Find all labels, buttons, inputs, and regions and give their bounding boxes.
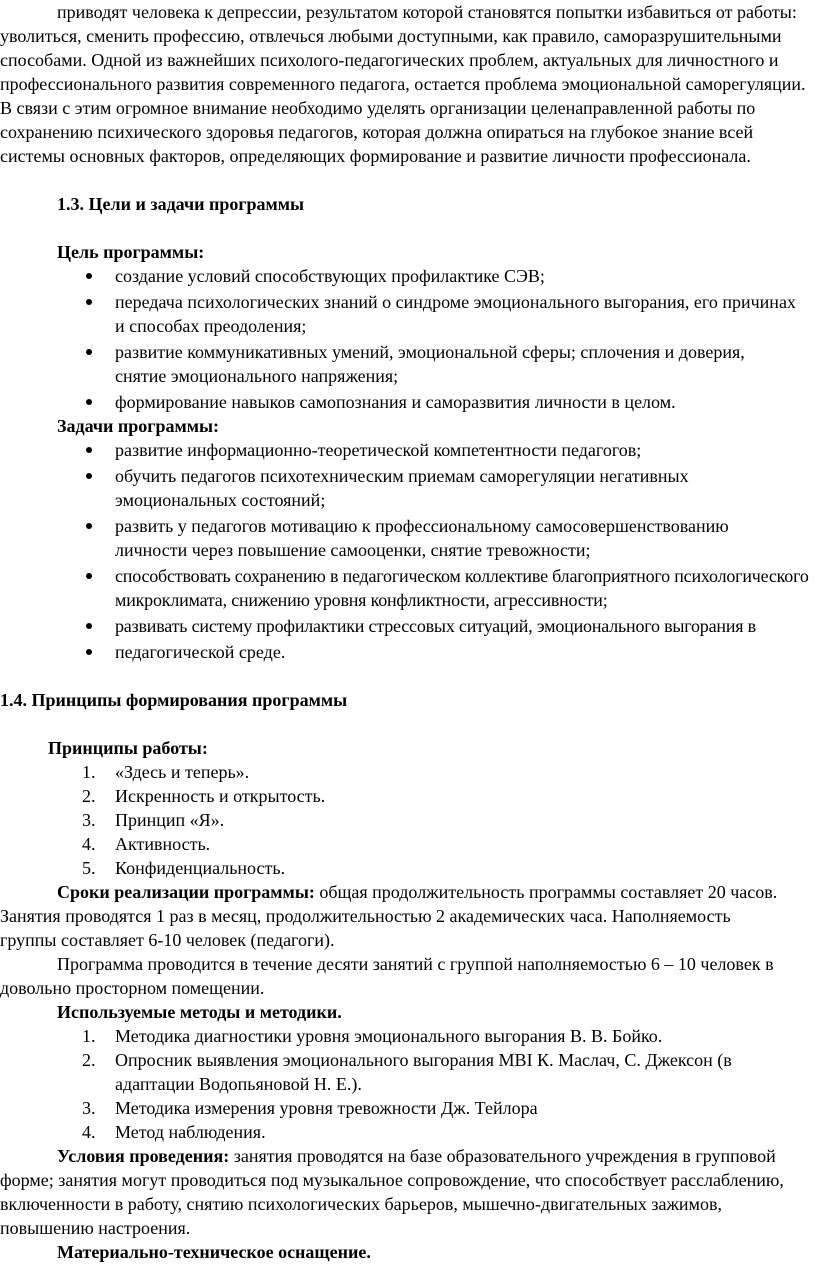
tasks-list xyxy=(0,438,816,664)
principles-list xyxy=(0,760,816,880)
list-number: 3. xyxy=(82,810,96,830)
list-number: 3. xyxy=(82,1098,96,1118)
bullet-icon xyxy=(86,649,92,655)
goals-list xyxy=(0,264,800,414)
task-text: развитие информационно-теоретической компетентности педагогов; xyxy=(115,440,642,460)
bullet-icon xyxy=(86,349,92,355)
method-item xyxy=(0,1024,800,1048)
section-1-4-title: 1.4. Принципы формирования программы xyxy=(0,690,348,710)
task-item xyxy=(0,464,816,512)
principles-heading: Принципы работы: xyxy=(48,738,208,758)
intro-paragraph: приводят человека к депрессии, результатом которой становятся попытки избавиться от работы: уволиться, сменить профессию, отвлечься любыми доступными, как правило, саморазрушительными способами. Одной из важнейших психолого-педагогических проблем, актуальных для личностного и профессионального развития современного педагога, остается проблема эмоциональной саморегуляции. В связи с этим огромное внимание необходимо уделять организации целенаправленной работы по сохранению психического здоровья педагогов, которая должна опираться на глубокое знание всей системы основных факторов, определяющих формирование и развитие личности профессионала. xyxy=(0,2,806,166)
task-text: педагогической среде. xyxy=(115,642,286,662)
bullet-icon xyxy=(86,473,92,479)
task-item xyxy=(0,514,816,562)
list-number: 2. xyxy=(82,1050,96,1070)
goal-heading: Цель программы: xyxy=(57,242,205,262)
tasks-heading: Задачи программы: xyxy=(57,416,220,436)
method-item xyxy=(0,1096,800,1120)
conditions-paragraph xyxy=(0,1144,812,1240)
bullet-icon xyxy=(86,447,92,453)
goal-item xyxy=(0,340,800,388)
principle-text: Искренность и открытость. xyxy=(115,786,326,806)
task-text: развивать систему профилактики стрессовых ситуаций, эмоционального выгорания в xyxy=(115,616,756,636)
goal-text: передача психологических знаний о синдроме эмоционального выгорания, его причинах и способах преодоления; xyxy=(115,292,796,336)
goal-item xyxy=(0,264,800,288)
method-text: Метод наблюдения. xyxy=(115,1122,266,1142)
conditions-label: Условия проведения: xyxy=(57,1146,230,1166)
goal-item xyxy=(0,390,800,414)
list-number: 1. xyxy=(82,762,96,782)
principle-item xyxy=(0,832,816,856)
methods-list xyxy=(0,1024,800,1144)
principle-text: Активность. xyxy=(115,834,211,854)
goal-item xyxy=(0,290,800,338)
terms-text: общая продолжительность программы составляет 20 часов. Занятия проводятся 1 раз в месяц, продолжительностью 2 академических часа. Наполняемость группы составляет 6-10 человек (педагоги). xyxy=(0,882,778,950)
task-item xyxy=(0,564,816,612)
task-text: развить у педагогов мотивацию к профессиональному самосовершенствованию личности через повышение самооценки, снятие тревожности; xyxy=(115,516,729,560)
method-item xyxy=(0,1048,800,1096)
bullet-icon xyxy=(86,399,92,405)
equipment-heading: Материально-техническое оснащение. xyxy=(57,1242,371,1262)
bullet-icon xyxy=(86,573,92,579)
bullet-icon xyxy=(86,623,92,629)
task-item xyxy=(0,438,816,462)
principle-text: Конфиденциальность. xyxy=(115,858,286,878)
goal-text: формирование навыков самопознания и саморазвития личности в целом. xyxy=(115,392,676,412)
method-text: Методика диагностики уровня эмоционального выгорания В. В. Бойко. xyxy=(115,1026,663,1046)
list-number: 2. xyxy=(82,786,96,806)
bullet-icon xyxy=(86,273,92,279)
task-text: обучить педагогов психотехническим приемам саморегуляции негативных эмоциональных состояний; xyxy=(115,466,689,510)
principle-text: «Здесь и теперь». xyxy=(115,762,250,782)
list-number: 4. xyxy=(82,1122,96,1142)
principle-item xyxy=(0,784,816,808)
task-item xyxy=(0,640,816,664)
list-number: 4. xyxy=(82,834,96,854)
method-text: Методика измерения уровня тревожности Дж. Тейлора xyxy=(115,1098,538,1118)
goal-text: развитие коммуникативных умений, эмоциональной сферы; сплочения и доверия, снятие эмоционального напряжения; xyxy=(115,342,745,386)
section-1-3-title: 1.3. Цели и задачи программы xyxy=(57,194,305,214)
principle-item xyxy=(0,808,816,832)
terms-paragraph xyxy=(0,880,790,952)
method-text: Опросник выявления эмоционального выгорания MBI К. Маслач, С. Джексон (в адаптации Водопьяновой Н. Е.). xyxy=(115,1050,732,1094)
methods-heading: Используемые методы и методики. xyxy=(57,1002,342,1022)
goal-text: создание условий способствующих профилактике СЭВ; xyxy=(115,266,545,286)
bullet-icon xyxy=(86,523,92,529)
principle-text: Принцип «Я». xyxy=(115,810,225,830)
bullet-icon xyxy=(86,299,92,305)
program-paragraph: Программа проводится в течение десяти занятий с группой наполняемостью 6 – 10 человек в довольно просторном помещении. xyxy=(0,954,774,998)
principle-item xyxy=(0,760,816,784)
conditions-text: занятия проводятся на базе образовательного учреждения в групповой форме; занятия могут проводиться под музыкальное сопровождение, что способствует расслаблению, включенности в работу, снятию психологических барьеров, мышечно-двигательных зажимов, повышению настроения. xyxy=(0,1146,784,1238)
list-number: 5. xyxy=(82,858,96,878)
principle-item xyxy=(0,856,816,880)
method-item xyxy=(0,1120,800,1144)
list-number: 1. xyxy=(82,1026,96,1046)
task-text: способствовать сохранению в педагогическом коллективе благоприятного психологического микроклимата, снижению уровня конфликтности, агрессивности; xyxy=(115,566,809,610)
task-item xyxy=(0,614,816,638)
terms-label: Сроки реализации программы: xyxy=(57,882,315,902)
